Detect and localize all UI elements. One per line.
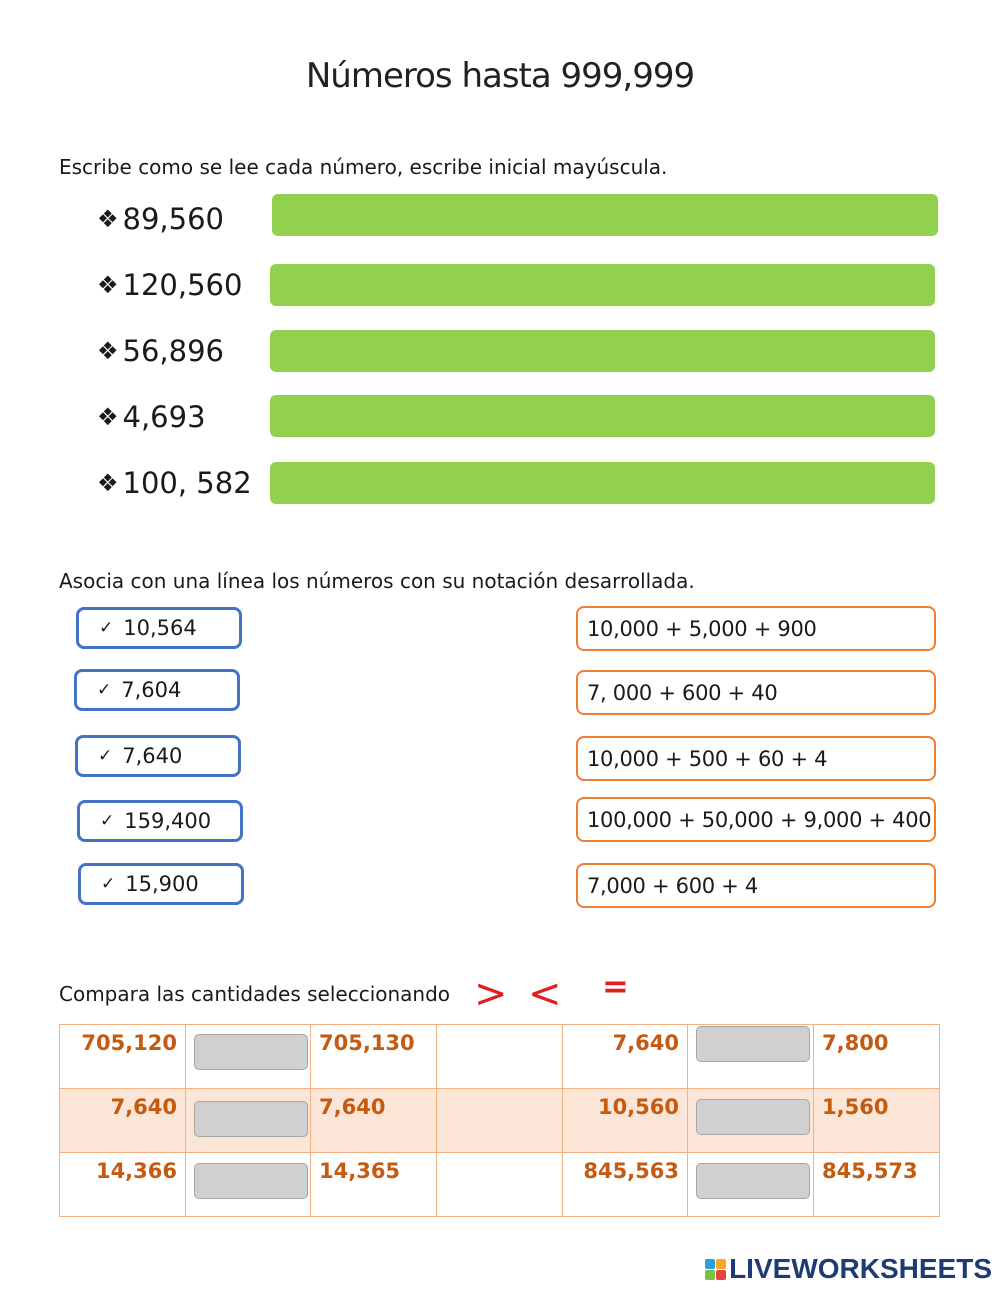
diamond-bullet-icon: ❖ xyxy=(97,403,119,431)
compare-select[interactable] xyxy=(696,1099,810,1135)
number-value: 4,693 xyxy=(122,400,206,434)
answer-field-5[interactable] xyxy=(270,462,935,504)
diamond-bullet-icon: ❖ xyxy=(97,271,119,299)
liveworksheets-logo[interactable] xyxy=(705,1253,992,1285)
number-item xyxy=(97,268,242,302)
compare-select[interactable] xyxy=(696,1026,810,1062)
answer-field-2[interactable] xyxy=(270,264,935,306)
diamond-bullet-icon: ❖ xyxy=(97,337,119,365)
number-value: 100, 582 xyxy=(122,466,252,500)
compare-cell xyxy=(688,1153,814,1217)
match-right-item[interactable]: 7,000 + 600 + 4 xyxy=(576,863,936,908)
greater-than-symbol: > xyxy=(474,971,508,1017)
diamond-bullet-icon: ❖ xyxy=(97,205,119,233)
compare-value-d: 7,800 xyxy=(814,1025,940,1089)
match-right-item[interactable]: 10,000 + 5,000 + 900 xyxy=(576,606,936,651)
number-item xyxy=(97,400,206,434)
compare-value-c: 7,640 xyxy=(563,1025,688,1089)
empty-cell xyxy=(437,1025,563,1089)
compare-cell xyxy=(688,1089,814,1153)
match-right-item[interactable]: 100,000 + 50,000 + 9,000 + 400 xyxy=(576,797,936,842)
match-left-item[interactable] xyxy=(75,735,241,777)
compare-select[interactable] xyxy=(696,1163,810,1199)
check-icon: ✓ xyxy=(98,746,113,766)
comparison-table xyxy=(59,1024,940,1217)
table-row xyxy=(60,1153,940,1217)
compare-value-b: 14,365 xyxy=(311,1153,437,1217)
logo-text: LIVEWORKSHEETS xyxy=(729,1253,992,1284)
number-item xyxy=(97,466,252,500)
instruction-compare: Compara las cantidades seleccionando xyxy=(59,982,451,1006)
number-value: 89,560 xyxy=(122,202,224,236)
compare-value-d: 845,573 xyxy=(814,1153,940,1217)
answer-field-1[interactable] xyxy=(272,194,938,236)
compare-select[interactable] xyxy=(194,1163,308,1199)
compare-value-c: 10,560 xyxy=(563,1089,688,1153)
number-value: 56,896 xyxy=(122,334,224,368)
less-than-symbol: < xyxy=(528,971,562,1017)
table-row xyxy=(60,1025,940,1089)
instruction-match-lines: Asocia con una línea los números con su notación desarrollada. xyxy=(59,569,695,593)
answer-field-4[interactable] xyxy=(270,395,935,437)
compare-cell xyxy=(186,1025,311,1089)
compare-value-a: 705,120 xyxy=(60,1025,186,1089)
compare-value-b: 7,640 xyxy=(311,1089,437,1153)
check-icon: ✓ xyxy=(100,811,115,831)
equals-symbol: = xyxy=(602,967,629,1005)
compare-value-c: 845,563 xyxy=(563,1153,688,1217)
match-left-item[interactable] xyxy=(76,607,242,649)
compare-cell xyxy=(688,1025,814,1089)
empty-cell xyxy=(437,1153,563,1217)
check-icon: ✓ xyxy=(99,618,114,638)
compare-select[interactable] xyxy=(194,1101,308,1137)
compare-cell xyxy=(186,1089,311,1153)
check-icon: ✓ xyxy=(101,874,116,894)
logo-blocks-icon xyxy=(705,1259,726,1280)
compare-select[interactable] xyxy=(194,1034,308,1070)
number-value: 120,560 xyxy=(122,268,243,302)
instruction-write-numbers: Escribe como se lee cada número, escribe inicial mayúscula. xyxy=(59,155,668,179)
match-left-item[interactable] xyxy=(78,863,244,905)
empty-cell xyxy=(437,1089,563,1153)
compare-value-d: 1,560 xyxy=(814,1089,940,1153)
compare-value-a: 14,366 xyxy=(60,1153,186,1217)
match-left-item[interactable] xyxy=(74,669,240,711)
match-left-label: 15,900 xyxy=(125,872,199,896)
answer-field-3[interactable] xyxy=(270,330,935,372)
check-icon: ✓ xyxy=(97,680,112,700)
diamond-bullet-icon: ❖ xyxy=(97,469,119,497)
match-right-item[interactable]: 10,000 + 500 + 60 + 4 xyxy=(576,736,936,781)
match-left-item[interactable] xyxy=(77,800,243,842)
match-right-item[interactable]: 7, 000 + 600 + 40 xyxy=(576,670,936,715)
page-title: Números hasta 999,999 xyxy=(305,56,695,96)
table-row xyxy=(60,1089,940,1153)
compare-value-b: 705,130 xyxy=(311,1025,437,1089)
number-item xyxy=(97,334,224,368)
match-left-label: 7,604 xyxy=(121,678,182,702)
match-left-label: 7,640 xyxy=(122,744,183,768)
number-item xyxy=(97,202,224,236)
compare-cell xyxy=(186,1153,311,1217)
compare-value-a: 7,640 xyxy=(60,1089,186,1153)
match-left-label: 10,564 xyxy=(123,616,197,640)
match-left-label: 159,400 xyxy=(124,809,212,833)
